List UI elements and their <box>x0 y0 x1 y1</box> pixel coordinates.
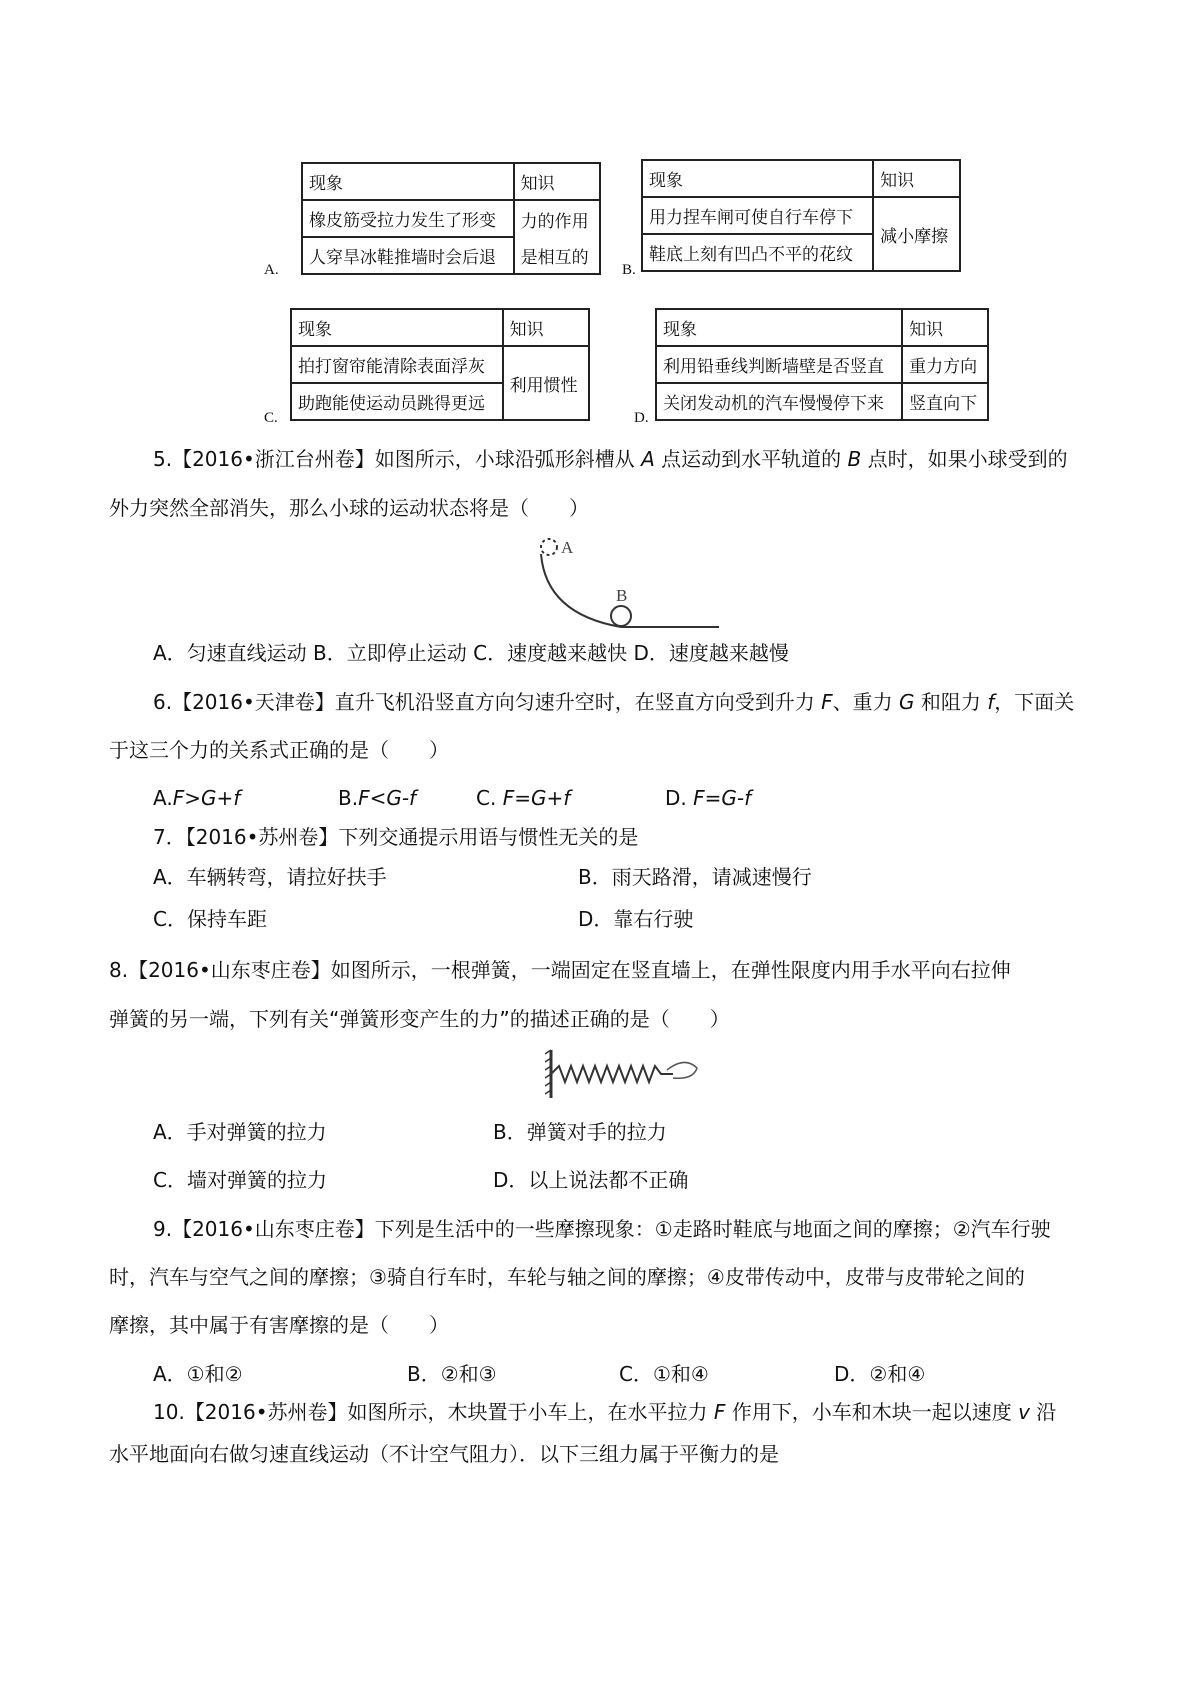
question-8-option-b: B．弹簧对手的拉力 <box>493 1120 667 1144</box>
question-9-option-d: D．②和④ <box>834 1362 926 1386</box>
header-knowledge: 知识 <box>902 309 988 346</box>
question-6-option-d: D. F=G-f <box>665 786 752 810</box>
cell: 利用惯性 <box>503 346 589 420</box>
question-6-option-b: B.F<G-f <box>338 786 417 810</box>
question-10-line-2: 水平地面向右做匀速直线运动（不计空气阻力）．以下三组力属于平衡力的是 <box>109 1442 779 1466</box>
header-knowledge: 知识 <box>873 160 960 197</box>
option-label: D. <box>634 410 649 426</box>
question-7-line-1: 7．【2016•苏州卷】下列交通提示用语与惯性无关的是 <box>153 825 639 849</box>
question-8-option-d: D．以上说法都不正确 <box>493 1168 689 1192</box>
question-7-option-d: D．靠右行驶 <box>578 907 694 931</box>
ball-b-icon <box>611 606 631 626</box>
question-9-option-a: A．①和② <box>153 1362 243 1386</box>
question-8-line-1: 8.【2016•山东枣庄卷】如图所示，一根弹簧，一端固定在竖直墙上，在弹性限度内用手水平向右拉伸 <box>109 958 1011 982</box>
cell: 用力捏车闸可使自行车停下 <box>642 197 873 234</box>
cell: 减小摩擦 <box>873 197 960 271</box>
cell: 竖直向下 <box>902 383 988 420</box>
cell: 关闭发动机的汽车慢慢停下来 <box>656 383 902 420</box>
question-6-option-c: C. F=G+f <box>476 786 571 810</box>
question-5-line-2: 外力突然全部消失，那么小球的运动状态将是（ ） <box>109 496 589 520</box>
point-b-label: B <box>616 586 628 605</box>
option-label: A. <box>264 262 279 278</box>
question-7-option-a: A．车辆转弯，请拉好扶手 <box>153 865 387 889</box>
spring-on-wall-figure <box>545 1046 707 1102</box>
hand-icon <box>667 1062 697 1078</box>
table-option-a <box>301 162 601 275</box>
question-10-line-1: 10.【2016•苏州卷】如图所示，木块置于小车上，在水平拉力 F 作用下，小车和木块一起以速度 v 沿 <box>153 1400 1057 1424</box>
header-phenomenon: 现象 <box>302 163 514 200</box>
cell: 利用铅垂线判断墙壁是否竖直 <box>656 346 902 383</box>
ball-on-curved-track-figure <box>531 529 721 631</box>
question-6-option-a: A.F>G+f <box>153 786 241 810</box>
question-9-option-c: C．①和④ <box>619 1362 709 1386</box>
question-6-line-1: 6.【2016•天津卷】直升飞机沿竖直方向匀速升空时，在竖直方向受到升力 F、重力 G 和阻力 f，下面关 <box>153 690 1075 714</box>
question-7-option-b: B．雨天路滑，请减速慢行 <box>578 865 812 889</box>
cell: 拍打窗帘能清除表面浮灰 <box>291 346 503 383</box>
option-label: C. <box>264 410 278 426</box>
cell: 力的作用 <box>514 200 600 237</box>
question-8-option-c: C．墙对弹簧的拉力 <box>153 1168 327 1192</box>
header-phenomenon: 现象 <box>656 309 902 346</box>
question-9-line-2: 时，汽车与空气之间的摩擦；③骑自行车时，车轮与轴之间的摩擦；④皮带传动中，皮带与皮带轮之间的 <box>109 1265 1025 1289</box>
question-8-line-2: 弹簧的另一端，下列有关“弹簧形变产生的力”的描述正确的是（ ） <box>109 1007 730 1031</box>
question-7-option-c: C．保持车距 <box>153 907 267 931</box>
question-9-option-b: B．②和③ <box>407 1362 497 1386</box>
header-phenomenon: 现象 <box>642 160 873 197</box>
ball-a-icon <box>541 539 557 555</box>
header-knowledge: 知识 <box>503 309 589 346</box>
table-option-d <box>655 308 989 421</box>
point-a-label: A <box>561 538 574 557</box>
question-8-option-a: A．手对弹簧的拉力 <box>153 1120 327 1144</box>
cell: 橡皮筋受拉力发生了形变 <box>302 200 514 237</box>
question-9-line-3: 摩擦，其中属于有害摩擦的是（ ） <box>109 1313 449 1337</box>
option-label: B. <box>622 262 636 278</box>
question-5-line-1: 5.【2016•浙江台州卷】如图所示，小球沿弧形斜槽从 A 点运动到水平轨道的 B 点时，如果小球受到的 <box>153 447 1068 471</box>
question-9-line-1: 9.【2016•山东枣庄卷】下列是生活中的一些摩擦现象：①走路时鞋底与地面之间的摩擦；②汽车行驶 <box>153 1217 1051 1241</box>
cell: 人穿旱冰鞋推墙时会后退 <box>302 237 514 274</box>
table-option-b <box>641 159 961 272</box>
cell: 重力方向 <box>902 346 988 383</box>
cell: 是相互的 <box>514 237 600 274</box>
header-phenomenon: 现象 <box>291 309 503 346</box>
table-option-c <box>290 308 590 421</box>
question-5-options: A．匀速直线运动 B．立即停止运动 C．速度越来越快 D．速度越来越慢 <box>153 641 789 665</box>
cell: 鞋底上刻有凹凸不平的花纹 <box>642 234 873 271</box>
cell: 助跑能使运动员跳得更远 <box>291 383 503 420</box>
question-6-line-2: 于这三个力的关系式正确的是（ ） <box>109 738 449 762</box>
header-knowledge: 知识 <box>514 163 600 200</box>
